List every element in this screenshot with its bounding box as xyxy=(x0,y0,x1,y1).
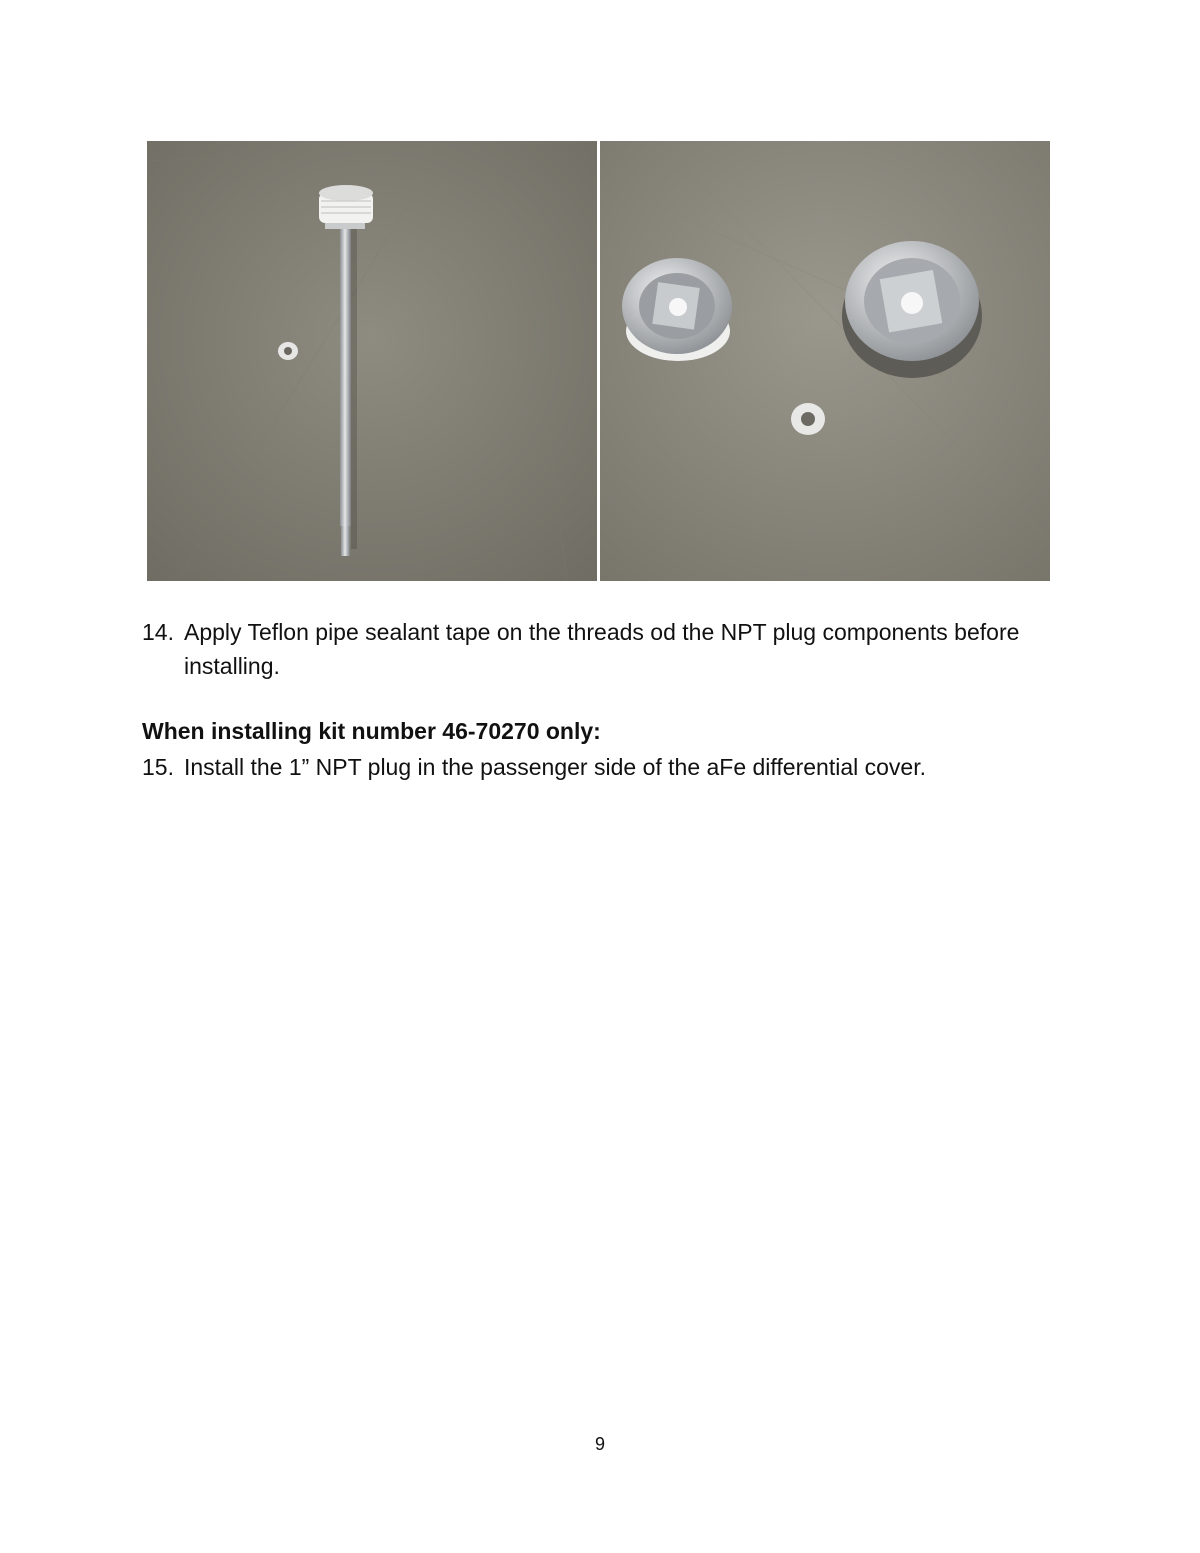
step-number: 14. xyxy=(142,619,174,645)
step-number: 15. xyxy=(142,754,174,780)
step-text: Install the 1” NPT plug in the passenger side of the aFe differential cover. xyxy=(184,754,926,780)
photo-rod-and-plug xyxy=(147,141,597,581)
instruction-step xyxy=(142,750,1044,784)
step-text: Apply Teflon pipe sealant tape on the threads od the NPT plug components before installing. xyxy=(184,619,1020,679)
photo-npt-plugs xyxy=(600,141,1050,581)
instruction-step xyxy=(142,615,1044,683)
page-number: 9 xyxy=(594,1434,605,1454)
section-heading: When installing kit number 46-70270 only: xyxy=(142,718,601,744)
